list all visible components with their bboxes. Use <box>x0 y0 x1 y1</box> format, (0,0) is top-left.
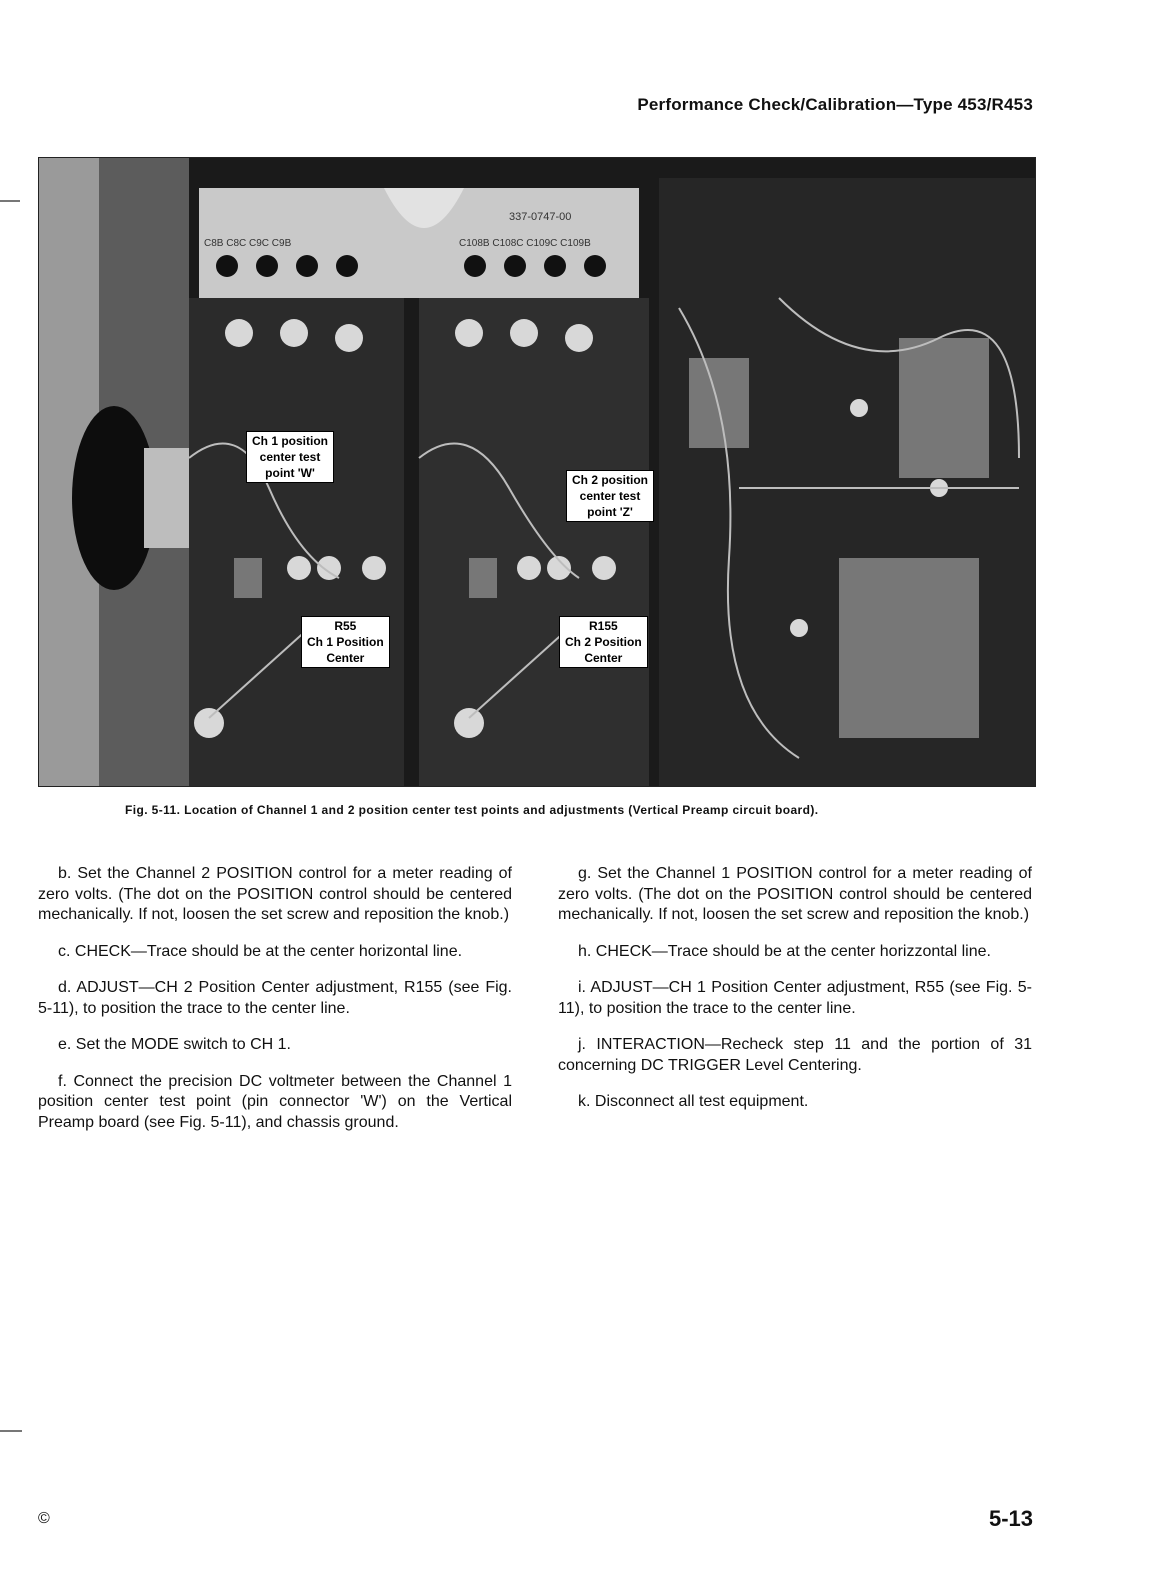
step-d: d. ADJUST—CH 2 Position Center adjustment, R155 (see Fig. 5-11), to position the trace to the center line. <box>38 979 512 1017</box>
step-g: g. Set the Channel 1 POSITION control for a meter reading of zero volts. (The dot on the POSITION control should be centered mechanically. If not, loosen the set screw and reposition the knob.) <box>558 865 1032 923</box>
callout-r155: R155 Ch 2 Position Center <box>559 616 648 668</box>
board-illustration <box>39 158 1035 786</box>
running-header: Performance Check/Calibration—Type 453/R453 <box>637 95 1033 114</box>
step-b: b. Set the Channel 2 POSITION control for a meter reading of zero volts. (The dot on the POSITION control should be centered mechanically. If not, loosen the set screw and reposition the knob.) <box>38 865 512 923</box>
knob <box>72 406 156 590</box>
margin-mark <box>0 200 20 202</box>
margin-mark <box>0 1430 22 1432</box>
callout-ch2-test-point: Ch 2 position center test point 'Z' <box>566 470 654 522</box>
right-column <box>558 864 1032 1129</box>
step-c: c. CHECK—Trace should be at the center horizontal line. <box>58 942 463 960</box>
svg-text:C108B C108C C109C C109B: C108B C108C C109C C109B <box>459 238 591 249</box>
circuit-board-photo <box>38 157 1036 787</box>
callout-r55: R55 Ch 1 Position Center <box>301 616 390 668</box>
figure-caption: Fig. 5-11. Location of Channel 1 and 2 position center test points and adjustments (Vertical Preamp circuit board). <box>125 803 819 817</box>
step-k: k. Disconnect all test equipment. <box>578 1093 809 1110</box>
step-i: i. ADJUST—CH 1 Position Center adjustment, R55 (see Fig. 5-11), to position the trace to the center line. <box>558 979 1032 1017</box>
svg-text:C8B C8C C9C C9B: C8B C8C C9C C9B <box>204 238 292 249</box>
callout-ch1-test-point: Ch 1 position center test point 'W' <box>246 431 334 483</box>
step-j: j. INTERACTION—Recheck step 11 and the portion of 31 concerning DC TRIGGER Level Centering. <box>558 1036 1032 1074</box>
copyright-mark: © <box>38 1510 50 1527</box>
page-number: 5-13 <box>988 1506 1033 1531</box>
step-e: e. Set the MODE switch to CH 1. <box>58 1036 291 1053</box>
svg-text:337-0747-00: 337-0747-00 <box>509 211 572 223</box>
step-f: f. Connect the precision DC voltmeter between the Channel 1 position center test point (pin connector 'W') on the Vertical Preamp board (see Fig. 5-11), and chassis ground. <box>38 1072 512 1131</box>
left-column <box>38 864 512 1149</box>
step-h: h. CHECK—Trace should be at the center horizzontal line. <box>578 942 991 960</box>
